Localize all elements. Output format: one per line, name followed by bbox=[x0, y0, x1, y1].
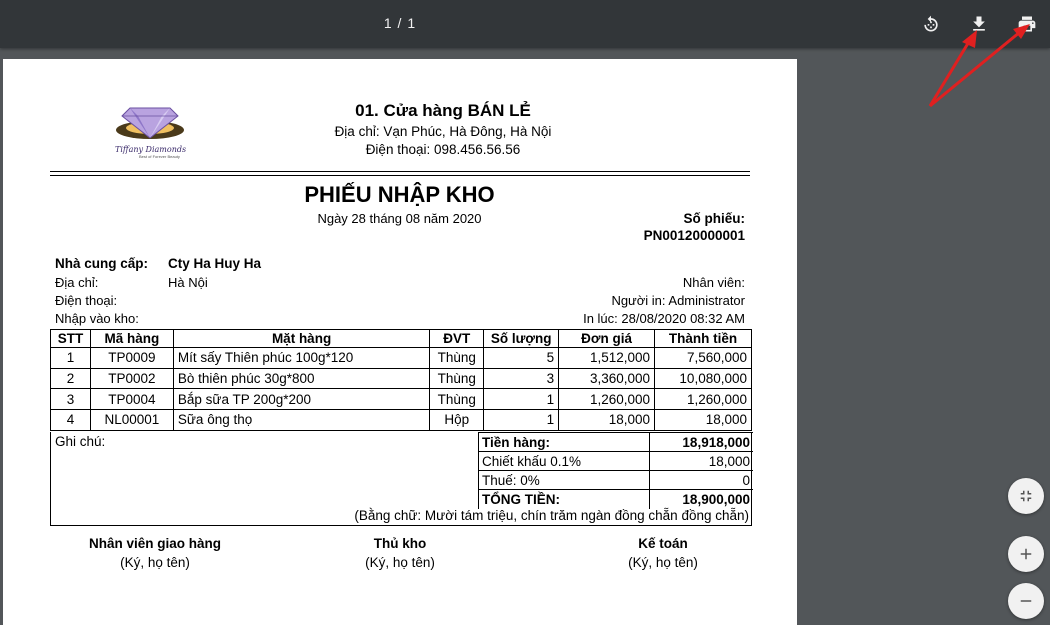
cell: Thùng bbox=[430, 368, 484, 389]
printer-info: Người in: Administrator bbox=[611, 293, 745, 308]
table-header-row bbox=[51, 330, 752, 348]
table-row bbox=[51, 389, 752, 410]
tax-value: 0 bbox=[649, 471, 753, 490]
col-header: Mã hàng bbox=[90, 330, 173, 348]
cell: 1,260,000 bbox=[655, 389, 752, 410]
discount-row bbox=[479, 452, 754, 471]
signature-note: (Ký, họ tên) bbox=[120, 555, 190, 570]
cell: NL00001 bbox=[90, 410, 173, 431]
totals-table bbox=[478, 432, 753, 509]
supplier-label: Nhà cung cấp: bbox=[55, 256, 149, 271]
printed-at: In lúc: 28/08/2020 08:32 AM bbox=[583, 311, 745, 326]
col-header: Đơn giá bbox=[559, 330, 655, 348]
cell: Sữa ông thọ bbox=[173, 410, 429, 431]
table-row bbox=[51, 348, 752, 369]
subtotal-label: Tiền hàng: bbox=[479, 433, 650, 452]
address-label: Địa chỉ: bbox=[55, 275, 99, 290]
cell: 1,260,000 bbox=[559, 389, 655, 410]
fit-page-icon[interactable] bbox=[1008, 478, 1044, 514]
cell: 4 bbox=[51, 410, 91, 431]
doc-number: PN00120000001 bbox=[643, 228, 745, 243]
print-icon[interactable] bbox=[1015, 12, 1039, 36]
cell: Bò thiên phúc 30g*800 bbox=[173, 368, 429, 389]
cell: TP0009 bbox=[90, 348, 173, 369]
shop-phone: Điện thoại: 098.456.56.56 bbox=[365, 142, 521, 157]
cell: Bắp sữa TP 200g*200 bbox=[173, 389, 429, 410]
phone-label: Điện thoại: bbox=[55, 293, 118, 308]
cell: 1 bbox=[484, 410, 559, 431]
cell: Thùng bbox=[430, 389, 484, 410]
signature-note: (Ký, họ tên) bbox=[628, 555, 698, 570]
amount-in-words: (Bằng chữ: Mười tám triệu, chín trăm ngàn đồng chẵn đồng chẵn) bbox=[50, 508, 752, 526]
cell: 1 bbox=[484, 389, 559, 410]
shop-header bbox=[293, 101, 593, 157]
discount-label: Chiết khấu 0.1% bbox=[479, 452, 650, 471]
subtotal-row bbox=[479, 433, 754, 452]
subtotal-value: 18,918,000 bbox=[649, 433, 753, 452]
signature-title: Thủ kho bbox=[373, 536, 427, 551]
cell: Thùng bbox=[430, 348, 484, 369]
items-table bbox=[50, 329, 752, 431]
col-header: Mặt hàng bbox=[173, 330, 429, 348]
cell: 3 bbox=[51, 389, 91, 410]
col-header: Số lượng bbox=[484, 330, 559, 348]
cell: Mít sấy Thiên phúc 100g*120 bbox=[173, 348, 429, 369]
cell: 1,512,000 bbox=[559, 348, 655, 369]
cell: 7,560,000 bbox=[655, 348, 752, 369]
signature-title: Kế toán bbox=[638, 536, 688, 551]
signature-title: Nhân viên giao hàng bbox=[88, 536, 221, 551]
cell: TP0004 bbox=[90, 389, 173, 410]
cell: 2 bbox=[51, 368, 91, 389]
cell: 10,080,000 bbox=[655, 368, 752, 389]
total-value: 18,900,000 bbox=[649, 490, 753, 509]
pdf-toolbar bbox=[0, 0, 1050, 48]
shop-name: 01. Cửa hàng BÁN LẺ bbox=[355, 101, 531, 120]
cell: Hộp bbox=[430, 410, 484, 431]
warehouse-label: Nhập vào kho: bbox=[55, 311, 139, 326]
document-page bbox=[3, 59, 797, 625]
address-value: Hà Nội bbox=[168, 275, 208, 290]
col-header: ĐVT bbox=[430, 330, 484, 348]
cell: TP0002 bbox=[90, 368, 173, 389]
signature-warehouse bbox=[300, 536, 500, 570]
divider bbox=[50, 171, 750, 172]
table-row bbox=[51, 410, 752, 431]
staff-label: Nhân viên: bbox=[682, 275, 745, 290]
divider bbox=[50, 175, 750, 176]
cell: 1 bbox=[51, 348, 91, 369]
page-counter: 1 / 1 bbox=[383, 15, 417, 31]
supplier-name: Cty Ha Huy Ha bbox=[168, 256, 262, 271]
shop-address: Địa chỉ: Vạn Phúc, Hà Đông, Hà Nội bbox=[334, 124, 552, 139]
cell: 5 bbox=[484, 348, 559, 369]
zoom-in-icon[interactable] bbox=[1008, 536, 1044, 572]
note-label: Ghi chú: bbox=[55, 434, 106, 449]
cell: 3,360,000 bbox=[559, 368, 655, 389]
logo-brand: Tiffany Diamonds bbox=[115, 145, 187, 154]
rotate-icon[interactable] bbox=[919, 12, 943, 36]
cell: 18,000 bbox=[655, 410, 752, 431]
doc-number-label: Số phiếu: bbox=[683, 211, 745, 226]
cell: 3 bbox=[484, 368, 559, 389]
signature-accountant bbox=[563, 536, 763, 570]
logo-tagline: Best of Forever Beauty bbox=[139, 154, 180, 159]
col-header: STT bbox=[51, 330, 91, 348]
doc-date: Ngày 28 tháng 08 năm 2020 bbox=[317, 211, 482, 226]
discount-value: 18,000 bbox=[649, 452, 753, 471]
tax-label: Thuế: 0% bbox=[479, 471, 650, 490]
tax-row bbox=[479, 471, 754, 490]
table-row bbox=[51, 368, 752, 389]
signature-note: (Ký, họ tên) bbox=[365, 555, 435, 570]
doc-title: PHIẾU NHẬP KHO bbox=[304, 182, 495, 207]
col-header: Thành tiền bbox=[655, 330, 752, 348]
total-label: TỔNG TIỀN: bbox=[479, 490, 650, 509]
signature-delivery bbox=[55, 536, 255, 570]
download-icon[interactable] bbox=[967, 12, 991, 36]
total-row bbox=[479, 490, 754, 509]
cell: 18,000 bbox=[559, 410, 655, 431]
zoom-out-icon[interactable] bbox=[1008, 583, 1044, 619]
